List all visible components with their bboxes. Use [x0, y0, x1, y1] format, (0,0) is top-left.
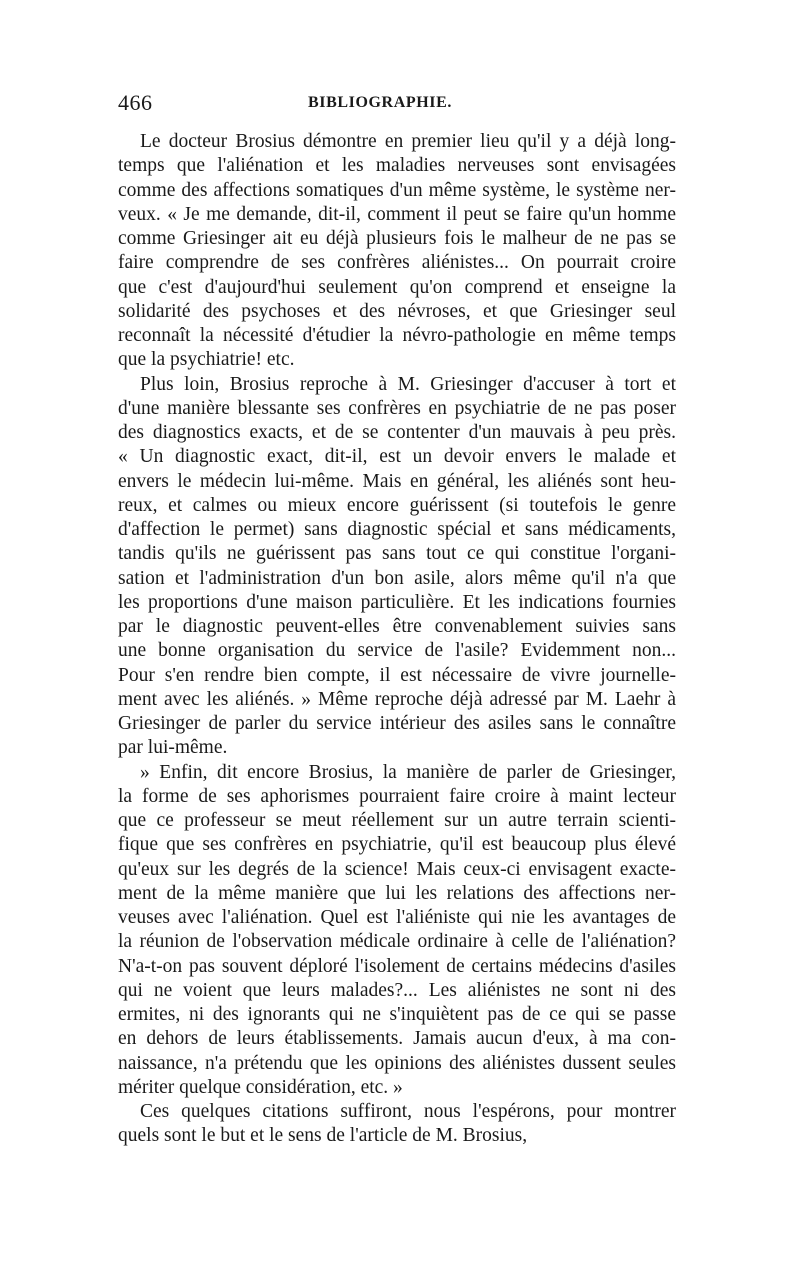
text-line: en dehors de leurs établissements. Jamais aucun d'eux, à ma con- [118, 1028, 676, 1050]
text-line: des diagnostics exacts, et de se contenter d'un mauvais à peu près. [118, 422, 676, 443]
text-line: la forme de ses aphorismes pourraient faire croire à maint lecteur [118, 785, 676, 807]
text-line: Ces quelques citations suffiront, nous l'espérons, pour montrer [140, 1101, 676, 1122]
running-head: BIBLIOGRAPHIE. [308, 94, 452, 111]
text-line: ment avec les aliénés. » Même reproche déjà adressé par M. Laehr à [118, 688, 676, 710]
text-line: que la psychiatrie! etc. [118, 349, 295, 371]
text-line: reconnaît la nécessité d'étudier la névro-pathologie en même temps [118, 325, 676, 346]
text-line: la réunion de l'observation médicale ordinaire à celle de l'aliénation? [118, 931, 676, 953]
text-line: veuses avec l'aliénation. Quel est l'aliéniste qui nie les avantages de [118, 907, 676, 928]
page-number: 466 [118, 90, 153, 115]
text-line: Pour s'en rendre bien compte, il est nécessaire de vivre journelle- [118, 664, 676, 686]
text-line: comme des affections somatiques d'un même système, le système ner- [118, 179, 676, 201]
text-line: qu'eux sur les degrés de la science! Mais ceux-ci envisagent exacte- [118, 858, 676, 880]
text-line: mériter quelque considération, etc. » [118, 1076, 403, 1098]
text-line: veux. « Je me demande, dit-il, comment il peut se faire qu'un homme [118, 203, 676, 225]
text-line: naissance, n'a prétendu que les opinions des aliénistes dussent seules [118, 1052, 676, 1074]
text-line: solidarité des psychoses et des névroses, et que Griesinger seul [118, 300, 676, 322]
text-line: par le diagnostic peuvent-elles être convenablement suivies sans [118, 616, 676, 637]
page-header [118, 90, 670, 120]
text-line: Le docteur Brosius démontre en premier lieu qu'il y a déjà long- [140, 131, 676, 152]
text-line: ment de la même manière que lui les relations des affections ner- [118, 882, 676, 904]
text-line: reux, et calmes ou mieux encore guérissent (si toutefois le genre [118, 494, 676, 516]
text-line: » Enfin, dit encore Brosius, la manière de parler de Griesinger, [140, 761, 676, 783]
text-line: faire comprendre de ses confrères aliénistes... On pourrait croire [118, 252, 676, 274]
text-line: d'affection le permet) sans diagnostic spécial et sans médicaments, [118, 519, 676, 540]
text-line: « Un diagnostic exact, dit-il, est un devoir envers le malade et [118, 446, 676, 468]
text-line: sation et l'administration d'un bon asile, alors même qu'il n'a que [118, 567, 676, 589]
text-line: qui ne voient que leurs malades?... Les aliénistes ne sont ni des [118, 979, 676, 1001]
text-line: une bonne organisation du service de l'asile? Evidemment non... [118, 640, 676, 662]
body-text [118, 130, 676, 1149]
text-line: Plus loin, Brosius reproche à M. Griesinger d'accuser à tort et [140, 373, 676, 395]
text-line: fique que ses confrères en psychiatrie, qu'il est beaucoup plus élevé [118, 834, 676, 856]
text-line: envers le médecin lui-même. Mais en général, les aliénés sont heu- [118, 470, 676, 492]
text-line: que c'est d'aujourd'hui seulement qu'on comprend et enseigne la [118, 276, 676, 298]
text-line: quels sont le but et le sens de l'article de M. Brosius, [118, 1125, 528, 1147]
text-line: comme Griesinger ait eu déjà plusieurs fois le malheur de ne pas se [118, 228, 676, 249]
text-line: tandis qu'ils ne guérissent pas sans tout ce qui constitue l'organi- [118, 543, 676, 565]
text-line: Griesinger de parler du service intérieur des asiles sans le connaître [118, 713, 676, 734]
text-line: ermites, ni des ignorants qui ne s'inquiètent pas de ce qui se passe [118, 1004, 676, 1025]
text-line: N'a-t-on pas souvent déploré l'isolement de certains médecins d'asiles [118, 955, 676, 977]
text-line: temps que l'aliénation et les maladies nerveuses sont envisagées [118, 155, 676, 177]
text-line: les proportions d'une maison particulière. Et les indications fournies [118, 591, 676, 613]
text-line: par lui-même. [118, 737, 228, 759]
text-line: que ce professeur se meut réellement sur un autre terrain scienti- [118, 810, 676, 831]
text-line: d'une manière blessante ses confrères en psychiatrie de ne pas poser [118, 397, 676, 419]
